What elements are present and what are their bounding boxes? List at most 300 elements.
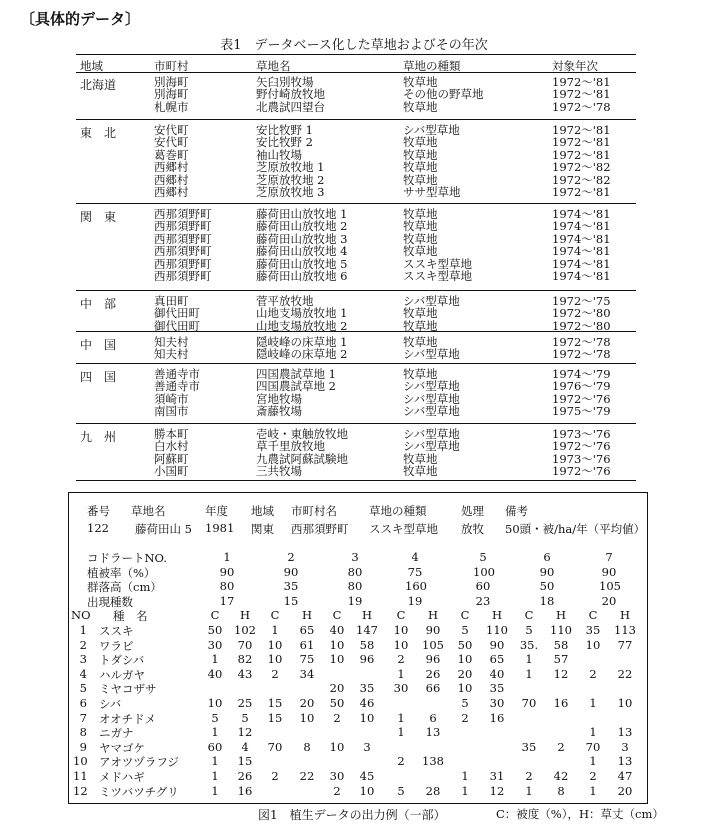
species-value: 20 [457, 666, 473, 681]
grassland-name-cell: 芝原放牧地 1 [256, 160, 325, 175]
species-value: 34 [299, 666, 315, 681]
municipality-cell: 西那須野町 [154, 269, 212, 283]
species-value: 58 [553, 637, 569, 652]
years-cell: 1972～'81 [552, 185, 611, 199]
grassland-type-cell: ススキ型草地 [403, 269, 472, 283]
grassland-type-cell: ササ型草地 [403, 185, 461, 199]
col-header-c-h: H [491, 608, 503, 622]
grassland-type-cell: シバ型草地 [403, 439, 460, 454]
municipality-cell: 勝本町 [154, 427, 189, 441]
species-value: 8 [303, 739, 311, 754]
region-divider [76, 423, 636, 424]
col-header-c-h: H [619, 608, 631, 622]
species-value: 1 [211, 783, 219, 798]
col-header-c-h: C [332, 608, 342, 622]
record-header-label: 市町村名 [291, 504, 337, 518]
species-name: ススキ [99, 624, 134, 638]
years-cell: 1975～'79 [552, 404, 611, 419]
species-value: 30 [489, 696, 505, 710]
species-value: 2 [271, 666, 279, 681]
meta-label: コドラートNO. [87, 551, 167, 565]
grassland-name-cell: 藤荷田山放牧地 6 [256, 269, 348, 283]
years-cell: 1974～'81 [552, 244, 611, 259]
grassland-name-cell: 藤荷田山放牧地 3 [256, 231, 348, 246]
col-header-c-h: C [396, 608, 406, 622]
region-divider [76, 119, 636, 120]
meta-value: 4 [411, 550, 419, 564]
municipality-cell: 安代町 [154, 135, 189, 150]
species-value: 1 [525, 666, 533, 681]
meta-value: 80 [347, 564, 363, 579]
species-value: 60 [207, 739, 223, 754]
header-rule [76, 72, 636, 73]
municipality-cell: 西郷村 [154, 185, 189, 199]
record-header-value: 50頭・被/ha/年（平均値） [505, 522, 646, 536]
municipality-cell: 小国町 [154, 464, 189, 479]
grassland-name-cell: 九農試阿蘇試験地 [256, 451, 348, 466]
grassland-name-cell: 壱岐・東触放牧地 [256, 427, 348, 441]
grassland-name-cell: 藤荷田山放牧地 1 [256, 207, 348, 221]
species-value: 2 [461, 710, 469, 725]
species-value: 50 [207, 623, 223, 637]
municipality-cell: 阿蘇町 [154, 451, 189, 466]
species-value: 110 [550, 623, 572, 637]
species-value: 25 [237, 696, 253, 710]
grassland-type-cell: 牧草地 [403, 207, 438, 221]
col-header-c-h: C [460, 608, 470, 622]
years-cell: 1974～'81 [552, 231, 611, 246]
species-value: 1 [525, 652, 533, 667]
record-header-label: 地域 [251, 504, 274, 518]
species-value: 1 [271, 623, 279, 637]
species-value: 10 [329, 652, 345, 667]
species-no: 8 [79, 725, 87, 740]
species-value: 35 [521, 739, 537, 754]
municipality-cell: 知夫村 [154, 335, 189, 349]
region-divider [76, 363, 636, 364]
species-value: 15 [267, 710, 283, 725]
years-cell: 1974～'81 [552, 269, 611, 283]
meta-label: 植被率（%） [87, 565, 156, 580]
col-header-grassland-name: 草地名 [256, 59, 291, 73]
species-value: 26 [425, 666, 441, 681]
species-name: トダシバ [99, 653, 145, 668]
meta-value: 90 [601, 564, 617, 579]
species-value: 12 [489, 783, 505, 798]
region-name: 東 北 [80, 126, 117, 140]
grassland-name-cell: 藤荷田山放牧地 2 [256, 219, 348, 234]
table-row [0, 186, 708, 199]
species-value: 22 [299, 769, 315, 783]
species-value: 10 [329, 637, 345, 652]
species-name: ミヤコザサ [99, 682, 157, 697]
col-header-region: 地域 [80, 59, 103, 73]
species-value: 2 [589, 666, 597, 681]
species-no: 3 [79, 652, 87, 667]
years-cell: 1974～'81 [552, 207, 611, 221]
meta-value: 105 [599, 579, 621, 593]
col-header-c-h: H [361, 608, 373, 622]
meta-value: 17 [219, 593, 235, 608]
grassland-type-cell: 牧草地 [403, 306, 438, 321]
meta-value: 90 [539, 564, 555, 579]
record-header-value: 1981 [205, 521, 235, 535]
species-value: 96 [359, 652, 375, 667]
col-header-c-h: C [524, 608, 534, 622]
years-cell: 1976～'79 [552, 379, 611, 394]
species-value: 2 [557, 739, 565, 754]
species-value: 6 [429, 710, 437, 725]
table-row [0, 405, 708, 418]
species-value: 8 [557, 783, 565, 798]
meta-value: 80 [347, 579, 363, 593]
grassland-type-cell: シバ型草地 [403, 294, 460, 308]
species-value: 3 [363, 739, 371, 754]
meta-value: 2 [287, 550, 295, 564]
record-header-value: 西那須野町 [291, 522, 349, 536]
record-header-label: 処理 [461, 504, 484, 518]
grassland-type-cell: シバ型草地 [403, 379, 460, 394]
table-row [0, 245, 708, 258]
grassland-type-cell: その他の野草地 [403, 87, 484, 102]
municipality-cell: 西那須野町 [154, 244, 212, 259]
municipality-cell: 札幌市 [154, 99, 189, 114]
municipality-cell: 善通寺市 [154, 367, 200, 381]
col-header-c-h: H [427, 608, 439, 622]
species-value: 10 [457, 681, 473, 696]
species-value: 30 [207, 637, 223, 652]
years-cell: 1972～'80 [552, 306, 611, 321]
meta-value: 18 [539, 593, 555, 608]
species-name: ミツバツチグリ [99, 784, 179, 799]
species-value: 16 [237, 783, 253, 798]
species-value: 61 [299, 637, 315, 652]
grassland-type-cell: 牧草地 [403, 160, 438, 175]
species-value: 147 [356, 623, 378, 637]
species-value: 46 [359, 696, 375, 710]
years-cell: 1974～'81 [552, 256, 611, 271]
species-value: 40 [207, 666, 223, 681]
species-value: 5 [525, 623, 533, 637]
species-value: 1 [461, 769, 469, 783]
species-value: 13 [617, 754, 633, 769]
species-value: 90 [489, 637, 505, 652]
species-value: 31 [489, 769, 505, 783]
species-value: 45 [359, 769, 375, 783]
meta-value: 100 [473, 564, 495, 579]
meta-value: 20 [601, 593, 617, 608]
municipality-cell: 真田町 [154, 294, 189, 308]
species-value: 1 [589, 696, 597, 710]
col-header-grassland-type: 草地の種類 [403, 59, 461, 73]
species-value: 65 [299, 623, 315, 637]
meta-value: 75 [407, 564, 423, 579]
record-header-label: 年度 [205, 504, 228, 518]
municipality-cell: 西那須野町 [154, 256, 212, 271]
grassland-name-cell: 野付崎放牧地 [256, 87, 325, 102]
species-value: 50 [457, 637, 473, 652]
figure1-caption: 図1 植生データの出力例（一部） [258, 808, 446, 822]
grassland-type-cell: 牧草地 [403, 231, 438, 246]
species-value: 65 [489, 652, 505, 667]
species-no: 12 [73, 783, 88, 798]
species-name: ワラビ [99, 638, 134, 653]
years-cell: 1972～'78 [552, 99, 611, 114]
table-row [0, 465, 708, 478]
species-value: 15 [267, 696, 283, 710]
species-value: 35. [519, 637, 539, 652]
table-row [0, 101, 708, 114]
grassland-name-cell: 宮地牧場 [256, 391, 302, 406]
species-value: 10 [299, 710, 315, 725]
species-value: 16 [489, 710, 505, 725]
grassland-name-cell: 芝原放牧地 2 [256, 172, 325, 187]
grassland-type-cell: 牧草地 [403, 335, 438, 349]
species-value: 5 [461, 696, 469, 710]
species-value: 10 [359, 783, 375, 798]
meta-value: 19 [407, 593, 423, 608]
species-value: 3 [621, 739, 629, 754]
meta-value: 50 [539, 579, 555, 593]
municipality-cell: 安代町 [154, 123, 189, 137]
meta-value: 160 [405, 579, 427, 593]
species-value: 10 [457, 652, 473, 667]
municipality-cell: 御代田町 [154, 318, 200, 333]
meta-value: 6 [543, 550, 551, 564]
region-name: 北海道 [80, 78, 117, 92]
municipality-cell: 知夫村 [154, 347, 189, 362]
figure1-output-box [68, 492, 648, 804]
table-bottom-rule [76, 480, 636, 481]
species-value: 43 [237, 666, 253, 681]
meta-value: 19 [347, 593, 363, 608]
grassland-name-cell: 芝原放牧地 3 [256, 185, 325, 199]
meta-value: 80 [219, 579, 235, 593]
species-value: 1 [589, 783, 597, 798]
species-name: ヤマゴケ [99, 740, 145, 755]
region-name: 九 州 [80, 430, 117, 444]
record-header-value: 藤荷田山 5 [135, 522, 192, 536]
grassland-type-cell: 牧草地 [403, 451, 438, 466]
table-top-rule [76, 54, 636, 55]
meta-value: 60 [475, 579, 491, 593]
species-value: 35 [585, 623, 601, 637]
col-header-species: 種 名 [113, 609, 148, 623]
grassland-name-cell: 菅平放牧地 [256, 294, 314, 308]
grassland-name-cell: 北農試四望台 [256, 99, 325, 114]
species-value: 1 [461, 783, 469, 798]
grassland-type-cell: シバ型草地 [403, 347, 460, 362]
species-value: 58 [359, 637, 375, 652]
grassland-type-cell: シバ型草地 [403, 427, 460, 441]
species-value: 5 [397, 783, 405, 798]
species-value: 10 [267, 637, 283, 652]
species-no: 6 [79, 696, 87, 710]
meta-value: 5 [479, 550, 487, 564]
species-value: 1 [211, 652, 219, 667]
municipality-cell: 須崎市 [154, 391, 189, 406]
grassland-name-cell: 安比牧野 1 [256, 123, 313, 137]
region-name: 関 東 [80, 210, 117, 224]
years-cell: 1972～'81 [552, 75, 611, 89]
species-no: 1 [79, 623, 87, 637]
municipality-cell: 西那須野町 [154, 219, 212, 234]
years-cell: 1972～'81 [552, 135, 611, 150]
species-value: 96 [425, 652, 441, 667]
species-name: ハルガヤ [99, 667, 145, 682]
species-name: メドハギ [99, 770, 145, 784]
species-value: 1 [589, 725, 597, 740]
record-header-value: 122 [87, 521, 109, 535]
grassland-name-cell: 隠岐峰の床草地 2 [256, 347, 348, 362]
col-header-c-h: H [555, 608, 567, 622]
meta-label: 群落高（cm） [87, 580, 162, 594]
table-row [0, 161, 708, 174]
species-value: 10 [393, 637, 409, 652]
species-value: 47 [617, 769, 633, 783]
col-header-c-h: H [239, 608, 251, 622]
species-value: 4 [241, 739, 249, 754]
municipality-cell: 西那須野町 [154, 207, 212, 221]
grassland-type-cell: 牧草地 [403, 135, 438, 150]
meta-value: 15 [283, 593, 299, 608]
record-header-label: 備考 [505, 504, 528, 518]
species-value: 30 [393, 681, 409, 696]
species-value: 5 [241, 710, 249, 725]
species-value: 90 [425, 623, 441, 637]
table-row [0, 348, 708, 361]
species-value: 2 [333, 783, 341, 798]
years-cell: 1972～'76 [552, 439, 611, 454]
grassland-name-cell: 藤荷田山放牧地 4 [256, 244, 348, 259]
species-value: 77 [617, 637, 633, 652]
species-value: 30 [329, 769, 345, 783]
municipality-cell: 善通寺市 [154, 379, 200, 394]
municipality-cell: 御代田町 [154, 306, 200, 321]
species-value: 12 [237, 725, 253, 740]
grassland-name-cell: 隠岐峰の床草地 1 [256, 335, 348, 349]
species-value: 2 [271, 769, 279, 783]
species-no: 11 [73, 769, 88, 783]
species-value: 10 [359, 710, 375, 725]
species-value: 12 [553, 666, 569, 681]
grassland-name-cell: 藤荷田山放牧地 5 [256, 256, 348, 271]
years-cell: 1972～'81 [552, 123, 611, 137]
species-value: 13 [425, 725, 441, 740]
region-name: 四 国 [80, 370, 117, 384]
species-no: 2 [79, 637, 87, 652]
species-no: 10 [73, 754, 88, 769]
species-value: 1 [211, 725, 219, 740]
species-value: 70 [267, 739, 283, 754]
species-value: 35 [489, 681, 505, 696]
years-cell: 1972～'81 [552, 147, 611, 162]
grassland-type-cell: 牧草地 [403, 367, 438, 381]
years-cell: 1974～'81 [552, 219, 611, 234]
species-name: ニガナ [99, 726, 134, 741]
species-value: 70 [521, 696, 537, 710]
species-value: 5 [461, 623, 469, 637]
grassland-name-cell: 袖山牧場 [256, 147, 302, 162]
region-divider [76, 331, 636, 332]
species-value: 26 [237, 769, 253, 783]
col-header-municipality: 市町村 [154, 59, 189, 73]
grassland-type-cell: 牧草地 [403, 172, 438, 187]
species-value: 66 [425, 681, 441, 696]
species-value: 1 [589, 754, 597, 769]
municipality-cell: 西那須野町 [154, 231, 212, 246]
species-name: オオチドメ [99, 711, 157, 726]
years-cell: 1972～'80 [552, 318, 611, 333]
meta-value: 3 [351, 550, 359, 564]
species-value: 22 [617, 666, 633, 681]
species-value: 1 [211, 754, 219, 769]
grassland-name-cell: 安比牧野 2 [256, 135, 313, 150]
species-value: 13 [617, 725, 633, 740]
species-value: 2 [397, 652, 405, 667]
species-value: 1 [397, 710, 405, 725]
grassland-name-cell: 矢臼別牧場 [256, 75, 314, 89]
col-header-c-h: H [301, 608, 313, 622]
species-value: 10 [393, 623, 409, 637]
municipality-cell: 別海町 [154, 75, 189, 89]
species-value: 1 [397, 725, 405, 740]
species-value: 10 [329, 739, 345, 754]
meta-value: 90 [283, 564, 299, 579]
municipality-cell: 西郷村 [154, 172, 189, 187]
species-value: 2 [589, 769, 597, 783]
grassland-type-cell: 牧草地 [403, 147, 438, 162]
species-value: 82 [237, 652, 253, 667]
table1-title: 表1 データベース化した草地およびその年次 [220, 38, 488, 53]
grassland-type-cell: 牧草地 [403, 244, 438, 259]
record-header-value: ススキ型草地 [369, 522, 438, 536]
record-header-label: 草地名 [131, 504, 166, 518]
species-value: 57 [553, 652, 569, 667]
years-cell: 1972～'78 [552, 335, 611, 349]
species-value: 1 [397, 666, 405, 681]
record-header-value: 放牧 [461, 522, 484, 536]
years-cell: 1972～'76 [552, 391, 611, 406]
grassland-type-cell: シバ型草地 [403, 391, 460, 406]
species-value: 10 [617, 696, 633, 710]
region-divider [76, 203, 636, 204]
species-value: 50 [329, 696, 345, 710]
species-no: 9 [79, 739, 87, 754]
grassland-type-cell: 牧草地 [403, 75, 438, 89]
species-name: シバ [99, 697, 122, 711]
region-divider [76, 290, 636, 291]
meta-label: 出現種数 [87, 594, 133, 609]
species-value: 10 [207, 696, 223, 710]
species-value: 40 [329, 623, 345, 637]
species-value: 138 [422, 754, 444, 769]
col-header-c-h: C [588, 608, 598, 622]
grassland-name-cell: 四国農試草地 2 [256, 379, 336, 394]
meta-value: 90 [219, 564, 235, 579]
table-row [0, 270, 708, 283]
meta-value: 35 [283, 579, 299, 593]
section-heading: 〔具体的データ〕 [20, 10, 141, 28]
years-cell: 1972～'82 [552, 160, 611, 175]
species-value: 10 [267, 652, 283, 667]
grassland-type-cell: ススキ型草地 [403, 256, 472, 271]
grassland-type-cell: シバ型草地 [403, 123, 460, 137]
col-header-c-h: C [210, 608, 220, 622]
municipality-cell: 別海町 [154, 87, 189, 102]
species-value: 35 [359, 681, 375, 696]
species-value: 2 [525, 769, 533, 783]
